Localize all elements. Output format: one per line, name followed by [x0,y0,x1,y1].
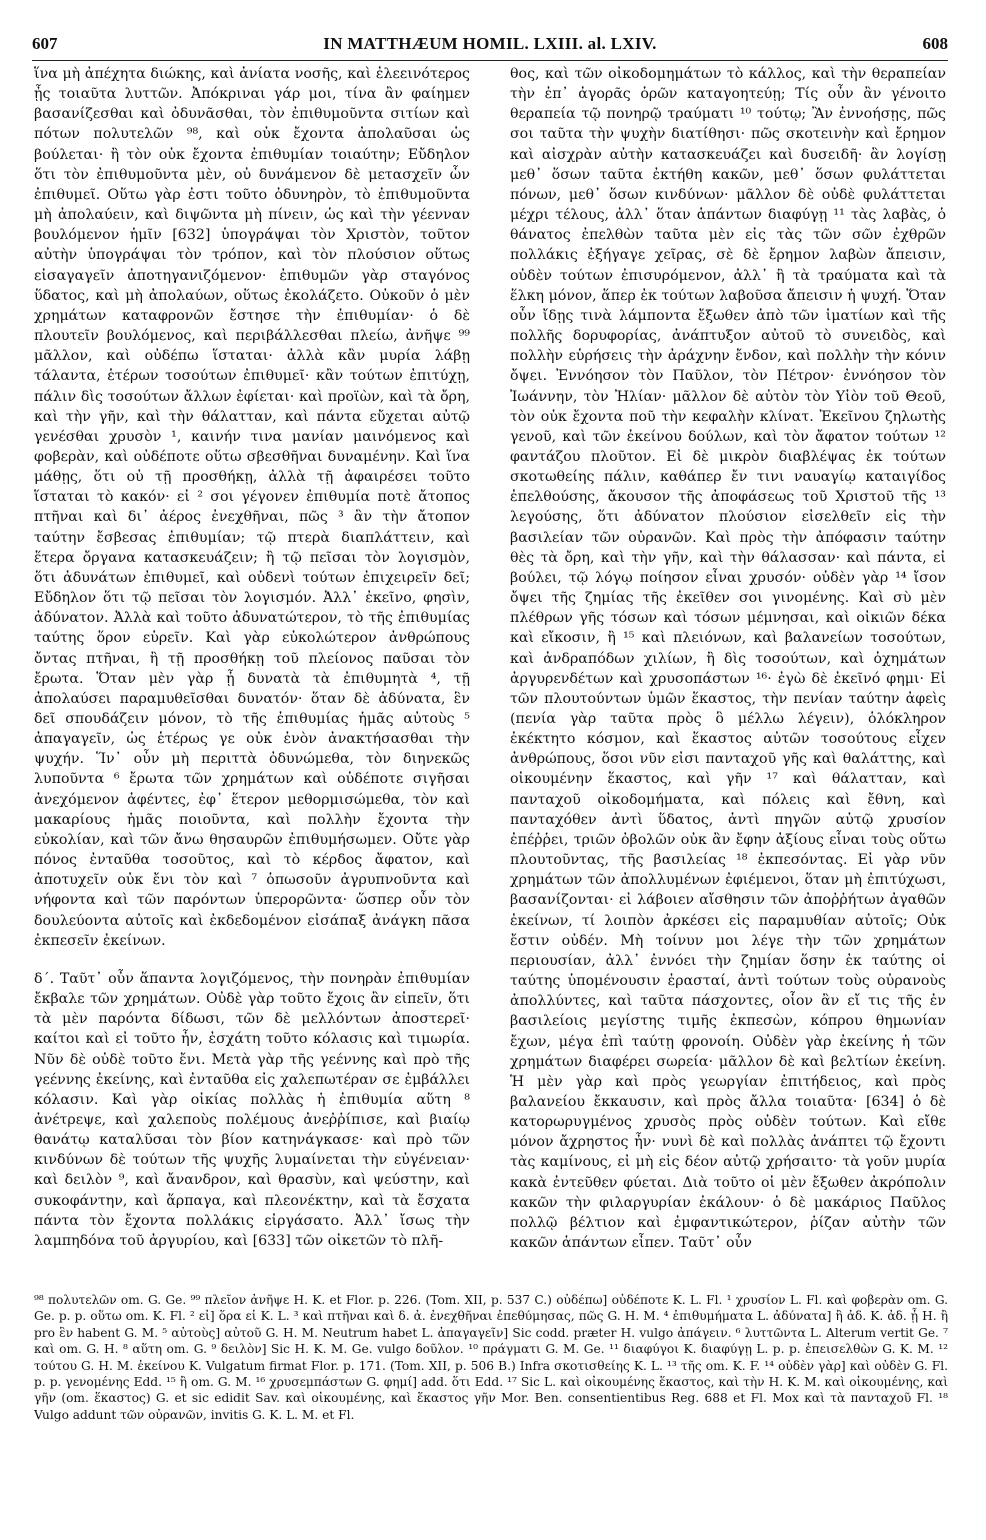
right-paragraph-1: θος, καὶ τῶν οἰκοδομημάτων τὸ κάλλος, καὶ τὴν θεραπείαν τὴν ἐπ᾽ ἀγορᾶς ὁρῶν καταγοητεύῃ; Τίς οὖν ἂν γένοιτο θεραπεία τῷ πονηρῷ τραύματι ¹⁰ τούτῳ; Ἂν ἐννοήσῃς, πῶς σοι ταῦτα τὴν ψυχὴν διατίθησι· πῶς σκοτεινὴν καὶ ἔρημον καὶ αἰσχρὰν αὐτὴν κατασκευάζει καὶ δυσειδῆ· ἂν λογίσῃ μεθ᾽ ὅσων ταῦτα ἐκτήθη κακῶν, μεθ᾽ ὅσων φυλάττεται πόνων, μεθ᾽ ὅσων κινδύνων· μᾶλλον δὲ οὐδὲ φυλάττεται μέχρι τέλους, ἀλλ᾽ ὅταν ἁπάντων διαφύγῃ ¹¹ τὰς λαβὰς, ὁ θάνατος ἐπελθὼν ταῦτα μὲν εἰς τὰς τῶν σῶν ἐχθρῶν πολλάκις ἐξήγαγε χεῖρας, σὲ δὲ ἔρημον λαβὼν ἄπεισιν, οὐδὲν τούτων ἐπισυρόμενον, ἀλλ᾽ ἢ τὰ τραύματα καὶ τὰ ἕλκη μόνον, ἅπερ ἐκ τούτων λαβοῦσα ἄπεισιν ἡ ψυχή. Ὅταν οὖν ἴδῃς τινὰ λάμποντα ἔξωθεν ἀπὸ τῶν ἱματίων καὶ τῆς πολλῆς δορυφορίας, ἀνάπτυξον αὐτοῦ τὸ συνειδὸς, καὶ πολλὴν εὑρήσεις τὴν ἀράχνην ἔνδον, καὶ πολλὴν τὴν κόνιν ὄψει. Ἐννόησον τὸν Παῦλον, τὸν Πέτρον· ἐννόησον τὸν Ἰωάννην, τὸν Ἠλίαν· μᾶλλον δὲ αὐτὸν τὸν Υἱὸν τοῦ Θεοῦ, τὸν οὐκ ἔχοντα ποῦ τὴν κεφαλὴν κλίνατ. Ἐκεῖνου ζηλωτὴς γενοῦ, καὶ τῶν ἐκείνου δούλων, καὶ τὸν ἄφατον τούτων ¹² φαντάζου πλοῦτον. Εἰ δὲ μικρὸν διαβλέψας ἐκ τούτων σκοτωθείης πάλιν, καθάπερ ἔν τινι ναυαγίῳ καταιγίδος ἐπελθούσης, ἄκουσον τῆς ἀποφάσεως τοῦ Χριστοῦ τῆς ¹³ λεγούσης, ὅτι ἀδύνατον πλούσιον εἰσελθεῖν εἰς τὴν βασιλείαν τῶν οὐρανῶν. Καὶ πρὸς τὴν ἀπόφασιν ταύτην θὲς τὰ ὄρη, καὶ τὴν γῆν, καὶ τὴν θάλασσαν· καὶ πάντα, εἰ βούλει, τῷ λόγῳ ποίησον εἶναι χρυσόν· οὐδὲν γὰρ ¹⁴ ἴσον ὄψει τῆς ζημίας τῆς ἐκεῖθεν σοι γινομένης. Καὶ σὺ μὲν πλέθρων γῆς τόσων καὶ τόσων μέμνησαι, καὶ οἰκιῶν δέκα καὶ εἴκοσιν, ἢ ¹⁵ καὶ πλειόνων, καὶ βαλανείων τοσούτων, καὶ ἀνδραπόδων χιλίων, ἢ δὶς τοσούτων, καὶ ὀχημάτων ἀργυρενδέτων καὶ χρυσοπάστων ¹⁶· ἐγὼ δὲ ἐκεῖνό φημι· Εἰ τῶν πλουτούντων ὑμῶν ἕκαστος, τὴν πενίαν ταύτην ἀφεὶς (πενία γὰρ ταῦτα πρὸς ὃ μέλλω λέγειν), ὁλόκληρον ἐκέκτητο κόσμον, καὶ ἕκαστος αὐτῶν τοσούτους εἶχεν ἀνθρώπους, ὅσοι νῦν εἰσι πανταχοῦ γῆς καὶ θαλάττης, καὶ οἰκουμένην ἕκαστος, καὶ γῆν ¹⁷ καὶ θάλατταν, καὶ πανταχοῦ οἰκοδομήματα, καὶ πόλεις καὶ ἔθνη, καὶ πανταχόθεν ἀντὶ ὕδατος, ἀντὶ πηγῶν αὐτῷ χρυσίον ἐπέῤῥει, τριῶν ὀβολῶν οὐκ ἂν ἔφην ἀξίους εἶναι τοὺς οὕτω πλουτοῦντας, τῆς βασιλείας ¹⁸ ἐκπεσόντας. Εἰ γὰρ νῦν χρημάτων τῶν ἀπολλυμένων ἐφιέμενοι, ὅταν μὴ ἐπιτύχωσι, βασανίζονται· εἰ λάβοιεν αἴσθησιν τῶν ἀποῤῥήτων ἀγαθῶν ἐκείνων, τί λοιπὸν ἀρκέσει εἰς παραμυθίαν αὐτοῖς; Οὐκ ἔστιν οὐδέν. Μὴ τοίνυν μοι λέγε τὴν τῶν χρημάτων περιουσίαν, ἀλλ᾽ ἐννόει τὴν ζημίαν ὅσην ἐκ ταύτης οἱ ταύτης ὑπομένουσιν ἐρασταί, ἀντὶ τούτων τοὺς οὐρανοὺς ἀπολλύντες, καὶ ταῦτα πάσχοντες, οἷον ἂν εἴ τις τῆς ἐν βασιλείοις μεγίστης τιμῆς ἐκπεσὼν, κόπρου θημωνίαν ἔχων, μέγα ἐπὶ ταύτῃ φρονοίη. Οὐδὲν γὰρ ἐκείνης ἡ τῶν χρημάτων διαφέρει σωρεία· μᾶλλον δὲ καὶ βελτίων ἐκείνη. Ἡ μὲν γὰρ καὶ πρὸς γεωργίαν ἐπιτήδειος, καὶ πρὸς βαλανείου ἔκκαυσιν, καὶ πρὸς ἄλλα τοιαῦτα· [634] ὁ δὲ κατορωρυγμένος χρυσὸς πρὸς οὐδὲν τούτων. Καὶ εἴθε μόνον ἄχρηστος ἦν· νυνὶ δὲ καὶ πολλὰς ἀνάπτει τῷ ἔχοντι τὰς καμίνους, εἰ μὴ εἰς δέον αὐτῷ χρήσαιτο· τὰ γοῦν μυρία κακὰ ἐντεῦθεν φύεται. Διὰ τοῦτο οἱ μὲν ἔξωθεν ἀκρόπολιν κακῶν τὴν φιλαργυρίαν ἐκάλουν· ὁ δὲ μακάριος Παῦλος πολλῷ βέλτιον καὶ ἐμφαντικώτερον, ῥίζαν αὐτὴν τῶν κακῶν ἁπάντων εἶπεν. Ταῦτ᾽ οὖν [510,66,946,1252]
left-column [34,64,470,1251]
right-column [510,64,946,1253]
running-header [32,34,948,58]
page-number-left: 607 [32,34,58,53]
footnote-text: ⁹⁸ πολυτελῶν om. G. Ge. ⁹⁹ πλεῖον ἀνῆψε H. K. et Flor. p. 226. (Tom. XII, p. 537 C.) οὐδέπω] οὐδέποτε K. L. Fl. ¹ χρυσίον L. Fl. καὶ φοβερὰν om. G. Ge. p. p. οὕτω om. K. Fl. ² εἰ] ὅρα εἰ K. L. ³ καὶ πτῆναι καὶ δ. ἀ. ἐνεχθῆναι ἐπεθύμησας, πῶς G. H. M. ⁴ ἐπιθυμήματα L. ἀδύνατα] ἢ ἀδ. K. ἀδ. ᾖ H. ἢ pro ἓν habent G. M. ⁵ αὐτοὺς] αὐτοῦ G. H. M. Neutrum habet L. ἀπαγαγεῖν] Sic codd. præter H. vulgo ἀπάγειν. ⁶ λυττῶντα L. Alterum vertit Ge. ⁷ καὶ om. G. H. ⁸ αὕτη om. G. ⁹ δειλὸν] Sic H. K. M. Ge. vulgo δοῦλον. ¹⁰ πράγματι G. M. Ge. ¹¹ διαφύγοι K. διαφύγῃ L. p. p. ἐπεισελθὼν G. K. M. ¹² τούτου G. H. M. ἐκείνου K. Vulgatum firmat Flor. p. 171. (Tom. XII, p. 506 B.) Infra σκοτισθείης K. L. ¹³ τῆς om. K. F. ¹⁴ οὐδὲν γὰρ] καὶ οὐδὲν G. Fl. p. p. γενομένης Edd. ¹⁵ ἢ om. G. M. ¹⁶ χρυσεμπάστων G. φημί] add. ὅτι Edd. ¹⁷ Sic L. καὶ οἰκουμένης ἕκαστος, καὶ τὴν H. K. M. καὶ οἰκουμένης, καὶ γῆν (om. ἕκαστος) G. et sic edidit Sav. καὶ οἰκουμένης, καὶ ἕκαστος γῆν Mor. Ben. consentientibus Reg. 688 et Fl. Mox καὶ τὰ πανταχοῦ Fl. ¹⁸ Vulgo addunt τῶν οὐρανῶν, invitis G. K. L. M. et Fl. [34,1293,948,1422]
running-title: IN MATTHÆUM HOMIL. LXIII. al. LXIV. [323,34,657,53]
header-rule [32,60,948,61]
footnotes [34,1292,948,1423]
left-paragraph-section-4: δ΄. Ταῦτ᾽ οὖν ἅπαντα λογιζόμενος, τὴν πονηρὰν ἐπιθυμίαν ἔκβαλε τῶν χρημάτων. Οὐδὲ γὰρ τοῦτο ἔχοις ἂν εἰπεῖν, ὅτι τὰ μὲν παρόντα δίδωσι, τῶν δὲ μελλόντων ἀποστερεῖ· καίτοι καὶ εἰ τοῦτο ἦν, ἐσχάτη τοῦτο κόλασις καὶ τιμωρία. Νῦν δὲ οὐδὲ τοῦτο ἔνι. Μετὰ γὰρ τῆς γεέννης καὶ πρὸ τῆς γεέννης ἐκείνης, καὶ ἐνταῦθα εἰς χαλεπωτέραν σε ἐμβάλλει κόλασιν. Καὶ γὰρ οἰκίας πολλὰς ἡ ἐπιθυμία αὕτη ⁸ ἀνέτρεψε, καὶ χαλεποὺς πολέμους ἀνεῤῥίπισε, καὶ βιαίῳ θανάτῳ καταλῦσαι τὸν βίον κατηνάγκασε· καὶ πρὸ τῶν κινδύνων δὲ τούτων τῆς ψυχῆς λυμαίνεται τὴν εὐγένειαν· καὶ δειλὸν ⁹, καὶ ἄνανδρον, καὶ θρασὺν, καὶ ψεύστην, καὶ συκοφάντην, καὶ ἅρπαγα, καὶ πλεονέκτην, καὶ τὰ ἔσχατα πάντα τὸν ἔχοντα πολλάκις εἰργάσατο. Ἀλλ᾽ ἴσως τὴν λαμπηδόνα τοῦ ἀργυρίου, καὶ [633] τῶν οἰκετῶν τὸ πλῆ- [34,970,470,1249]
page-number-right: 608 [922,34,948,53]
left-paragraph-1: ἵνα μὴ ἀπέχητα διώκης, καὶ ἀνίατα νοσῆς, καὶ ἐλεεινότερος ᾖς τοιαῦτα λυττῶν. Ἀπόκριναι γάρ μοι, τίνα ἂν φαίημεν βασανίζεσθαι καὶ ὀδυνᾶσθαι, τὸν ἐπιθυμοῦντα σιτίων καὶ πότων πολυτελῶν ⁹⁸, καὶ οὐκ ἔχοντα ἀπολαῦσαι ὡς βούλεται· ἢ τὸν οὐκ ἔχοντα ἐπιθυμίαν τοιαύτην; Εὔδηλον ὅτι τὸν ἐπιθυμοῦντα μὲν, οὐ δυνάμενον δὲ μετασχεῖν ὧν ἐπιθυμεῖ. Οὕτω γὰρ ἐστι τοῦτο ὀδυνηρὸν, τὸ ἐπιθυμοῦντα μὴ ἀπολαύειν, καὶ διψῶντα μὴ πίνειν, ὡς καὶ τὴν γέενναν βουλόμενον ἡμῖν [632] ὑπογράψαι τὸν Χριστὸν, τοῦτον αὐτὴν ὑπογράψαι τὸν τρόπον, καὶ τὸν πλούσιον οὕτως εἰσαγαγεῖν ἀποτηγανιζόμενον· ἐπιθυμῶν γὰρ σταγόνος ὕδατος, καὶ μὴ ἀπολαύων, οὕτως ἐκολάζετο. Οὐκοῦν ὁ μὲν χρημάτων καταφρονῶν ἔστησε τὴν ἐπιθυμίαν· ὁ δὲ πλουτεῖν βουλόμενος, καὶ περιβάλλεσθαι πλείω, ἀνῆψε ⁹⁹ μᾶλλον, καὶ οὐδέπω ἵσταται· ἀλλὰ κἂν μυρία λάβῃ τάλαντα, ἑτέρων τοσούτων ἐπιθυμεῖ· κἂν τούτων ἐπιτύχῃ, πάλιν δὶς τοσούτων ἄλλων ἐφίεται· καὶ προϊὼν, καὶ τὰ ὄρη, καὶ τὴν γῆν, καὶ τὴν θάλατταν, καὶ πάντα εὔχεται αὐτῷ γενέσθαι χρυσὸν ¹, καινήν τινα μανίαν μαινόμενος καὶ φοβερὰν, καὶ οὐδέποτε οὕτω σβεσθῆναι δυναμένην. Καὶ ἵνα μάθῃς, ὅτι οὐ τῇ προσθήκῃ, ἀλλὰ τῇ ἀφαιρέσει τοῦτο ἵσταται τὸ κακόν· εἰ ² σοι γέγονεν ἐπιθυμία ποτὲ ἄτοπος πτῆναι καὶ δι᾽ ἀέρος ἐνεχθῆναι, πῶς ³ ἂν τὴν ἄτοπον ταύτην ἔσβεσας ἐπιθυμίαν; τῷ πτερὰ διαπλάττειν, καὶ ἕτερα ὄργανα κατασκευάζειν; ἢ τῷ πεῖσαι τὸν λογισμὸν, ὅτι ἀδυνάτων ἐπιθυμεῖ, καὶ οὐδενὶ τούτων ἐπιχειρεῖν δεῖ; Εὔδηλον ὅτι τῷ πεῖσαι τὸν λογισμόν. Ἀλλ᾽ ἐκεῖνο, φησὶν, ἀδύνατον. Ἀλλὰ καὶ τοῦτο ἀδυνατώτερον, τὸ τῆς ἐπιθυμίας ταύτης ὅρον εὑρεῖν. Καὶ γὰρ εὐκολώτερον ἀνθρώπους ὄντας πτῆναι, ἢ τῇ προσθήκῃ τοῦ πλείονος παῦσαι τὸν ἔρωτα. Ὅταν μὲν γὰρ ᾖ δυνατὰ τὰ ἐπιθυμητὰ ⁴, τῇ ἀπολαύσει παραμυθεῖσθαι δυνατόν· ὅταν δὲ ἀδύνατα, ἓν δεῖ σπουδάζειν μόνον, τὸ τῆς ἐπιθυμίας ἡμᾶς αὐτοὺς ⁵ ἀπαγαγεῖν, ὡς ἑτέρως γε οὐκ ἐνὸν ἀνακτήσασθαι τὴν ψυχήν. Ἵν᾽ οὖν μὴ περιττὰ ὀδυνώμεθα, τὸν διηνεκῶς λυποῦντα ⁶ ἔρωτα τῶν χρημάτων καὶ οὐδέποτε σιγῆσαι ἀνεχόμενον ἀφέντες, ἐφ᾽ ἕτερον μεθορμισώμεθα, τὸν καὶ μακαρίους ἡμᾶς ποιοῦντα, καὶ πολλὴν ἔχοντα τὴν εὐκολίαν, καὶ τῶν ἄνω θησαυρῶν ἐπιθυμήσωμεν. Οὔτε γὰρ πόνος ἐνταῦθα τοσοῦτος, καὶ τὸ κέρδος ἄφατον, καὶ ἀποτυχεῖν οὐκ ἔνι τὸν καὶ ⁷ ὁπωσοῦν ἀγρυπνοῦντα καὶ νήφοντα καὶ τῶν παρόντων ὑπερορῶντα· ὥσπερ οὖν τὸν δουλεύοντα αὐτοῖς καὶ ἐκδεδομένον εἰσάπαξ ἀνάγκη πᾶσα ἐκπεσεῖν ἐκείνων. [34,66,470,949]
